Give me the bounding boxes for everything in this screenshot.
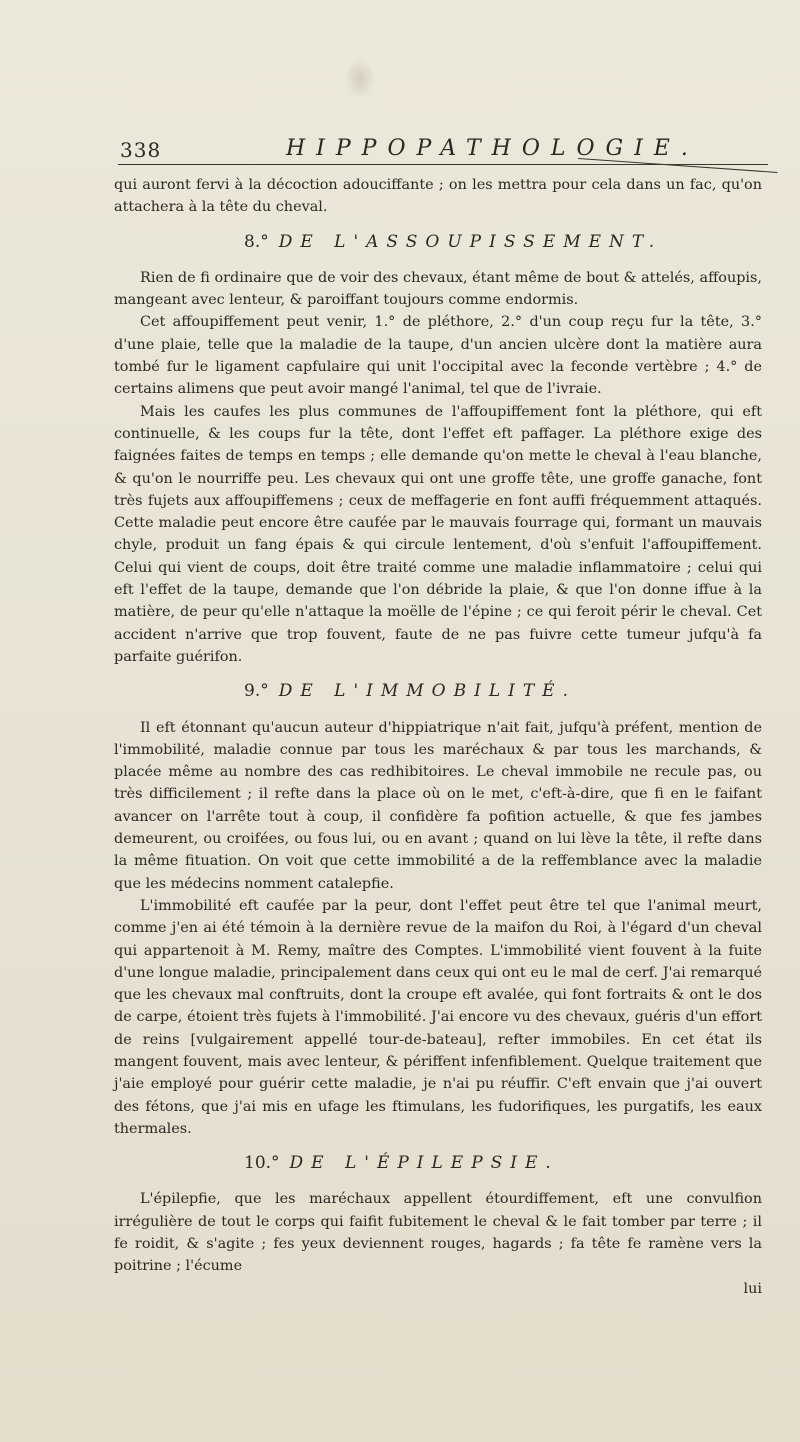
section-number: 10.° <box>244 1153 280 1174</box>
page-header <box>118 138 768 170</box>
section-number: 9.° <box>244 681 269 702</box>
section-heading: DE L'ÉPILEPSIE. <box>289 1153 559 1174</box>
paper-stain <box>345 58 375 98</box>
page-body <box>114 174 762 1300</box>
running-title: HIPPOPATHOLOGIE. <box>286 136 699 161</box>
paragraph: Cet affoupiffement peut venir, 1.° de pléthore, 2.° d'un coup reçu fur la tête, 3.° d'une plaie, telle que la maladie de la taupe, d'un ancien ulcère dont la matière aura tombé fur le ligament capfulaire qui unit l'occipital avec la feconde vertèbre ; 4.° de certains alimens que peut avoir mangé l'animal, tel que de l'ivraie. <box>114 314 762 398</box>
paragraph: L'immobilité eft caufée par la peur, dont l'effet peut être tel que l'animal meurt, comme j'en ai été témoin à la dernière revue de la maifon du Roi, à l'égard d'un cheval qui appartenoit à M. Remy, maître des Comptes. L'immobilité vient fouvent à la fuite d'une longue maladie, principalement dans ceux qui ont eu le mal de cerf. J'ai remarqué que les chevaux mal conftruits, dont la croupe eft avalée, qui font fortraits & ont le dos de carpe, étoient très fujets à l'immobilité. J'ai encore vu des chevaux, guéris d'un effort de reins [vulgairement appellé tour-de-bateau], refter immobiles. En cet état ils mangent fouvent, mais avec lenteur, & périffent infenfiblement. Quelque traitement que j'aie employé pour guérir cette maladie, je n'ai pu réuffir. C'eft envain que j'ai ouvert des fétons, que j'ai mis en ufage les ftimulans, les fudorifiques, les purgatifs, les eaux thermales. <box>114 897 762 1137</box>
section-heading: DE L'IMMOBILITÉ. <box>278 681 576 702</box>
paragraph: Mais les caufes les plus communes de l'affoupiffement font la pléthore, qui eft continuelle, & les coups fur la tête, dont l'effet eft paffager. La pléthore exige des faignées faites de temps en temps ; elle demande qu'on mette le cheval à l'eau blanche, & qu'on le nourriffe peu. Les chevaux qui ont une groffe tête, une groffe ganache, font très fujets aux affoupiffemens ; ceux de meffagerie en font auffi fréquemment attaqués. Cette maladie peut encore être caufée par le mauvais fourrage qui, formant un mauvais chyle, produit un fang épais & qui circule lentement, d'où s'enfuit l'affoupiffement. Celui qui vient de coups, doit être traité comme une maladie inflammatoire ; celui qui eft l'effet de la taupe, demande que l'on débride la plaie, & que l'on donne iffue à la matière, de peur qu'elle n'attaque la moëlle de l'épine ; ce qui feroit périr le cheval. Cet accident n'arrive que trop fouvent, faute de ne pas fuivre cette tumeur jufqu'à fa parfaite guérifon. <box>114 403 762 665</box>
section-title-immobilite <box>244 680 762 702</box>
paragraph: L'épilepfie, que les maréchaux appellent étourdiffement, eft une convulfion irrégulière de tout le corps qui faifit fubitement le cheval & le fait tomber par terre ; il fe roidit, & s'agite ; fes yeux deviennent rouges, hagards ; fa tête fe ramène vers la poitrine ; l'écume <box>114 1191 762 1275</box>
page-number: 338 <box>120 138 162 162</box>
section-title-epilepsie <box>244 1152 762 1174</box>
paragraph: Rien de fi ordinaire que de voir des chevaux, étant même de bout & attelés, affoupis, mangeant avec lenteur, & paroiffant toujours comme endormis. <box>114 269 762 309</box>
catchword: lui <box>743 1280 762 1297</box>
intro-paragraph: qui auront fervi à la décoction adouciffante ; on les mettra pour cela dans un fac, qu'on attachera à la tête du cheval. <box>114 177 762 216</box>
section-title-assoupissement <box>244 231 762 253</box>
section-number: 8.° <box>244 231 269 252</box>
paragraph: Il eft étonnant qu'aucun auteur d'hippiatrique n'ait fait, jufqu'à préfent, mention de l'immobilité, maladie connue par tous les maréchaux & par tous les marchands, & placée même au nombre des cas redhibitoires. Le cheval immobile ne recule pas, ou très difficilement ; il refte dans la place où on le met, c'eft-à-dire, que fi en le faifant avancer on l'arrête tout à coup, il confidère fa pofition actuelle, & que fes jambes demeurent, ou croifées, ou fous lui, ou en avant ; quand on lui lève la tête, il refte dans la même fituation. On voit que cette immobilité a de la reffemblance avec la maladie que les médecins nomment catalepfie. <box>114 719 762 892</box>
section-heading: DE L'ASSOUPISSEMENT. <box>278 231 663 252</box>
